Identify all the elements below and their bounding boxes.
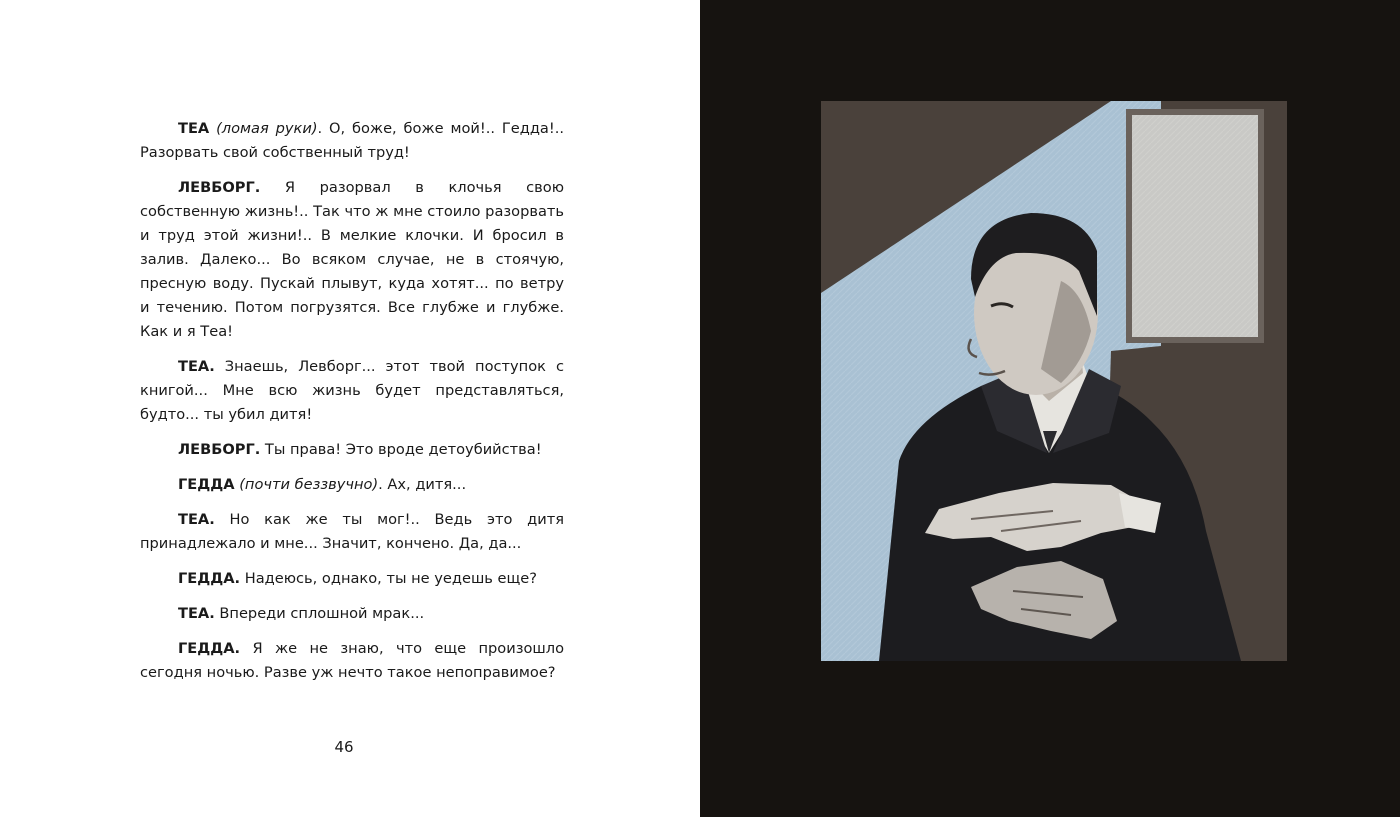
paragraph-4 [140,438,564,462]
speaker: ТЕА. [178,358,215,375]
paragraph-8 [140,602,564,626]
paragraph-6 [140,508,564,556]
line: . О, боже, боже мой!.. Гедда!.. Разорвать свой собственный труд! [140,120,564,161]
speaker: ГЕДДА [178,476,235,493]
paragraph-3 [140,355,564,427]
paragraph-5 [140,473,564,497]
speaker: ЛЕВБОРГ. [178,179,261,196]
line: Но как же ты мог!.. Ведь это дитя принадлежало и мне... Значит, кончено. Да, да... [140,511,564,552]
speaker: ТЕА. [178,605,215,622]
speaker: ГЕДДА. [178,640,241,657]
line: Я же не знаю, что еще произошло сегодня ночью. Разве уж нечто такое непоправимое? [140,640,564,681]
paragraph-7 [140,567,564,591]
line: . Ах, дитя... [378,476,467,493]
line: Надеюсь, однако, ты не уедешь еще? [240,570,537,587]
line: Знаешь, Левборг... этот твой поступок с книгой... Мне всю жизнь будет представляться, будто... ты убил дитя! [140,358,564,423]
paragraph-9 [140,637,564,685]
dialogue-text [140,117,564,696]
paragraph-1 [140,117,564,165]
speaker: ГЕДДА. [178,570,241,587]
right-page [700,0,1400,817]
stage-direction: (почти беззвучно) [239,476,379,493]
line: Я разорвал в клочья свою собственную жизнь!.. Так что ж мне стоило разорвать и труд этой жизни!.. В мелкие клочки. И бросил в залив. Далеко... Во всяком случае, не в стоячую, пресную воду. Пускай плывут, куда хотят... по ветру и течению. Потом погрузятся. Все глубже и глубже. Как и я Теа! [140,179,564,340]
portrait-painting-icon [821,101,1287,661]
line: Впереди сплошной мрак... [214,605,425,622]
speaker: ТЕА [178,120,210,137]
line: Ты права! Это вроде детоубийства! [260,441,542,458]
paragraph-2 [140,176,564,344]
speaker: ЛЕВБОРГ. [178,441,261,458]
stage-direction: (ломая руки) [216,120,318,137]
speaker: ТЕА. [178,511,215,528]
page-number: 46 [334,738,354,756]
